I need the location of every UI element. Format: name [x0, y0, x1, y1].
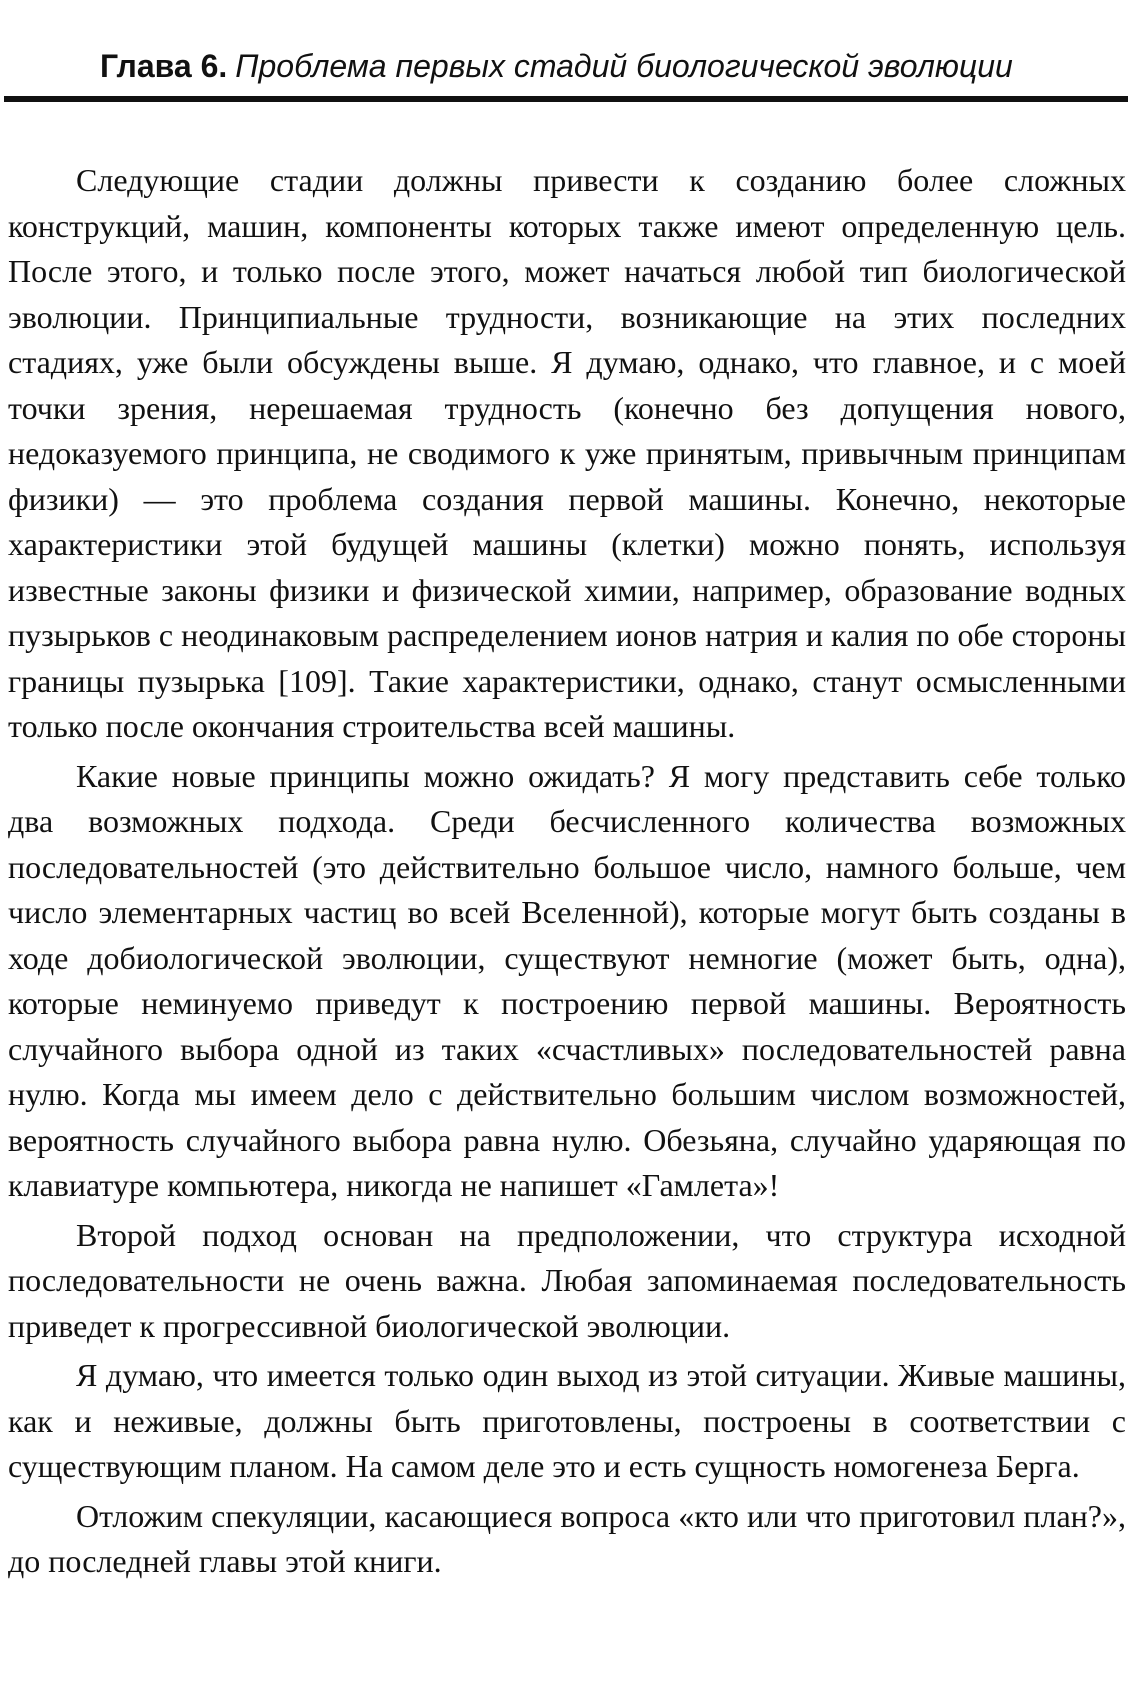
paragraph-3: Второй подход основан на предположении, что структура исходной последовательности не очень важна. Любая запоминаемая последовательность приведет к прогрессивной биологической эволюции.	[8, 1216, 1126, 1344]
running-head	[0, 0, 1132, 104]
paragraph-4: Я думаю, что имеется только один выход из этой ситуации. Живые машины, как и неживые, должны быть приготовлены, построены в соответствии с существующим планом. На самом деле это и есть сущность номогенеза Берга.	[8, 1357, 1126, 1484]
paragraph-1: Следующие стадии должны привести к созданию более сложных конструкций, машин, компоненты которых также имеют определенную цель. После этого, и только после этого, может начаться любой тип биологической эволюции. Принципиальные трудности, возникающие на этих последних стадиях, уже были обсуждены выше. Я думаю, однако, что главное, и с моей точки зрения, нерешаемая трудность (конечно без допущения нового, недоказуемого принципа, не сводимого к уже принятым, привычным принципам физики) — это проблема создания первой машины. Конечно, некоторые характеристики этой будущей машины (клетки) можно понять, используя известные законы физики и физической химии, например, образование водных пузырьков с неодинаковым распределением ионов натрия и калия по обе стороны границы пузырька [109]. Такие характеристики, однако, станут осмысленными только после окончания строительства всей машины.	[8, 162, 1126, 744]
paragraph-5: Отложим спекуляции, касающиеся вопроса «кто или что приготовил план?», до последней главы этой книги.	[8, 1497, 1126, 1579]
running-head-text	[100, 44, 1013, 88]
chapter-label: Глава 6.	[100, 48, 228, 84]
paragraph-2: Какие новые принципы можно ожидать? Я могу представить себе только два возможных подхода. Среди бесчисленного количества возможных последовательностей (это действительно большое число, намного больше, чем число элементарных частиц во всей Вселенной), которые могут быть созданы в ходе добиологической эволюции, существуют немногие (может быть, одна), которые неминуемо приведут к построению первой машины. Вероятность случайного выбора одной из таких «счастливых» последовательностей равна нулю. Когда мы имеем дело с действительно большим числом возможностей, вероятность случайного выбора равна нулю. Обезьяна, случайно ударяющая по клавиатуре компьютера, никогда не напишет «Гамлета»!	[8, 757, 1126, 1203]
header-rule	[4, 96, 1128, 102]
chapter-title: Проблема первых стадий биологической эволюции	[235, 48, 1013, 84]
body-text	[8, 158, 1126, 1589]
